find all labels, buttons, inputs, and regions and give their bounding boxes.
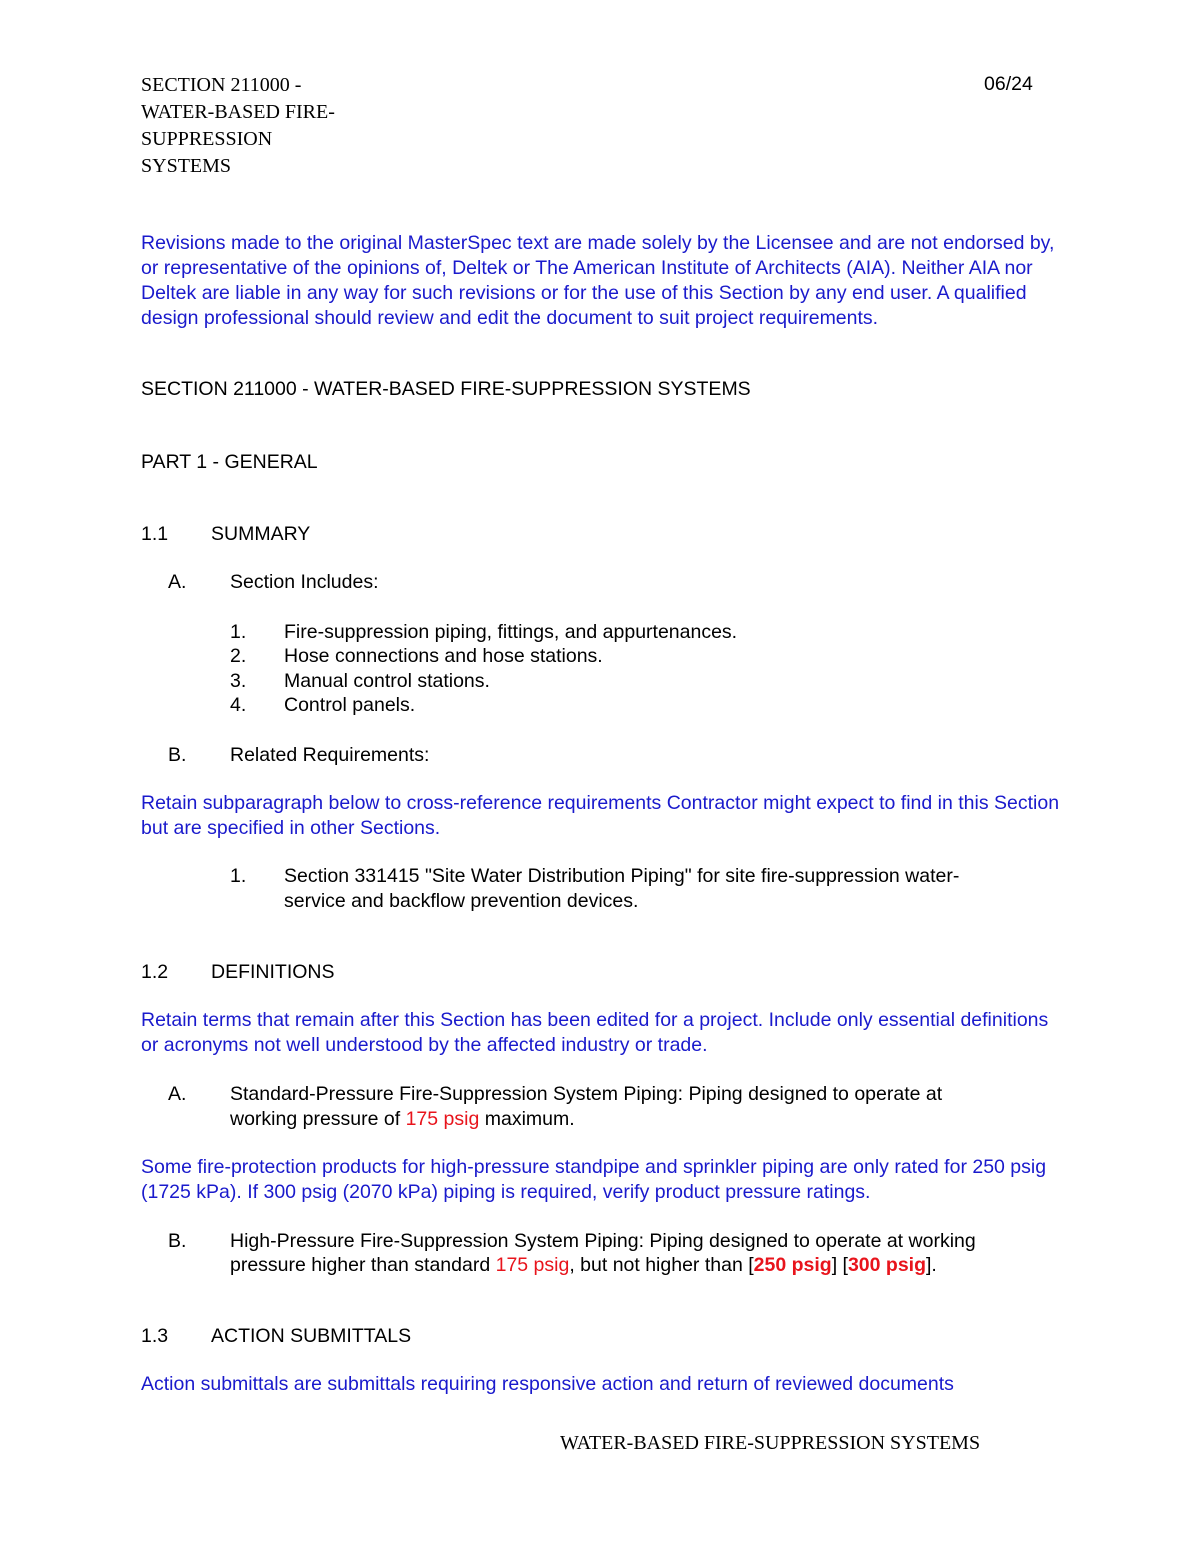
editor-note: Retain subparagraph below to cross-reference requirements Contractor might expect to find in this Section but are specified in other Sections. [141, 792, 1060, 839]
text-run: ] [ [831, 1254, 848, 1276]
article-number: 1.1 [141, 523, 169, 545]
paragraph-text: Related Requirements: [230, 744, 430, 766]
part-heading: PART 1 - GENERAL [141, 451, 318, 473]
text-run: working pressure of [230, 1108, 406, 1130]
article-title: DEFINITIONS [211, 961, 335, 983]
article-title: ACTION SUBMITTALS [211, 1325, 412, 1347]
subparagraph-number: 3. [230, 670, 247, 692]
paragraph-text [230, 1253, 937, 1278]
header-line-2: WATER-BASED FIRE- [141, 101, 335, 123]
pressure-value: 175 psig [405, 1108, 480, 1130]
paragraph-text: Section Includes: [230, 571, 379, 593]
subparagraph-text: Control panels. [284, 694, 416, 716]
paragraph-text: Standard-Pressure Fire-Suppression System Piping: Piping designed to operate at [230, 1083, 943, 1105]
subparagraph-text: Manual control stations. [284, 670, 490, 692]
editor-note: Retain terms that remain after this Section has been edited for a project. Include only essential definitions or acronyms not well understood by the affected industry or trade. [141, 1009, 1049, 1056]
section-title: SECTION 211000 - WATER-BASED FIRE-SUPPRESSION SYSTEMS [141, 378, 751, 400]
header-line-1: SECTION 211000 - [141, 74, 302, 96]
editor-note: Action submittals are submittals requiring responsive action and return of reviewed documents [141, 1373, 954, 1395]
page-footer: WATER-BASED FIRE-SUPPRESSION SYSTEMS [560, 1432, 981, 1454]
subparagraph-text: service and backflow prevention devices. [284, 890, 639, 912]
header-section-title [141, 72, 401, 180]
editor-note: Some fire-protection products for high-pressure standpipe and sprinkler piping are only rated for 250 psig (1725 kPa). If 300 psig (2070 kPa) piping is required, verify product pressure ratings. [141, 1156, 1047, 1203]
text-run: ]. [926, 1254, 937, 1276]
subparagraph-number: 1. [230, 865, 247, 887]
subparagraph-text: Fire-suppression piping, fittings, and appurtenances. [284, 621, 738, 643]
paragraph-text [230, 1107, 575, 1132]
header-line-4: SYSTEMS [141, 155, 232, 177]
subparagraph-text: Hose connections and hose stations. [284, 645, 603, 667]
text-run: , but not higher than [ [569, 1254, 754, 1276]
paragraph-label: A. [168, 1083, 187, 1105]
pressure-option: 250 psig [753, 1254, 832, 1276]
paragraph-text: High-Pressure Fire-Suppression System Piping: Piping designed to operate at working [230, 1230, 976, 1252]
subparagraph-number: 4. [230, 694, 247, 716]
subparagraph-number: 1. [230, 621, 247, 643]
text-run: maximum. [479, 1108, 575, 1130]
paragraph-label: A. [168, 571, 187, 593]
pressure-value: 175 psig [495, 1254, 570, 1276]
article-number: 1.3 [141, 1325, 169, 1347]
subparagraph-number: 2. [230, 645, 247, 667]
article-title: SUMMARY [211, 523, 311, 545]
header-date: 06/24 [984, 73, 1033, 95]
paragraph-label: B. [168, 744, 187, 766]
paragraph-label: B. [168, 1230, 187, 1252]
article-number: 1.2 [141, 961, 169, 983]
subparagraph-text: Section 331415 "Site Water Distribution Piping" for site fire-suppression water- [284, 865, 960, 887]
pressure-option: 300 psig [847, 1254, 926, 1276]
text-run: pressure higher than standard [230, 1254, 496, 1276]
header-line-3: SUPPRESSION [141, 128, 273, 150]
disclaimer-note: Revisions made to the original MasterSpec text are made solely by the Licensee and are not endorsed by, or representative of the opinions of, Deltek or The American Institute of Architects (AIA). Neither AIA nor Deltek are liable in any way for such revisions or for the use of this Section by any end user. A qualified design professional should review and edit the document to suit project requirements. [141, 232, 1055, 329]
